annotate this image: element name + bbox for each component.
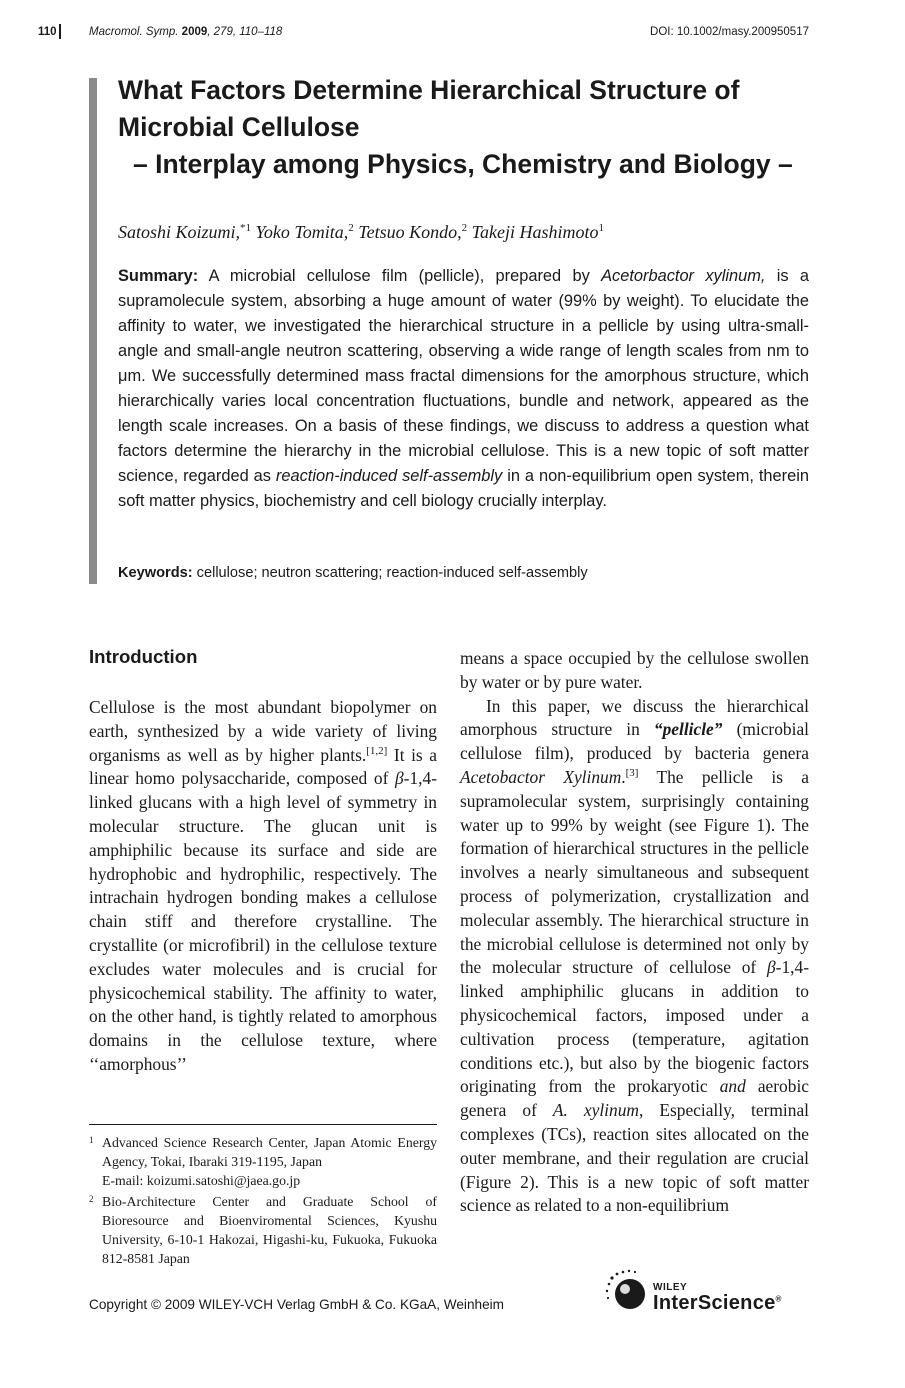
species-name: A. xylinum xyxy=(552,1100,639,1121)
footnote-text xyxy=(102,1133,437,1190)
term-pellicle: “pellicle” xyxy=(653,719,723,740)
body-paragraph xyxy=(460,695,809,1219)
article-title xyxy=(118,72,818,183)
author-name: Yoko Tomita, xyxy=(255,222,349,242)
logo-name xyxy=(653,1292,782,1315)
journal-citation xyxy=(89,26,282,38)
footnote-rule xyxy=(89,1124,437,1125)
footnote-email[interactable]: E-mail: koizumi.satoshi@jaea.go.jp xyxy=(102,1173,301,1188)
text-run: -1,4-linked amphiphilic glucans in addition to physicochemical factors, imposed under a cultivation process (temperature, agitation conditions etc.), but also by the biogenic factors originating from the prokaryotic xyxy=(460,957,809,1097)
abstract-part: is a supramolecule system, absorbing a huge amount of water (99% by weight). To elucidate the affinity to water, we investigated the hierarchical structure in a pellicle by using ultra-small-angle and small-angle neutron scattering, observing a wide range of length scales from nm to μm. We successfully determined mass fractal dimensions for the amorphous structure, which hierarchically varies local concentration fluctuations, bundle and network, appeared as the length scale increases. On a basis of these findings, we discuss to address a question what factors determine the hierarchy in the microbial cellulose. This is a new topic of soft matter science, regarded as xyxy=(118,267,810,485)
journal-name: Macromol. Symp. xyxy=(89,26,179,38)
citation: [3] xyxy=(625,767,639,780)
text-run: It is a linear homo polysaccharide, composed of xyxy=(89,744,437,789)
title-accent-bar xyxy=(89,78,97,584)
body-paragraph: means a space occupied by the cellulose swollen by water or by pure water. xyxy=(460,648,809,692)
logo-publisher: WILEY xyxy=(653,1282,688,1293)
abstract-text xyxy=(118,264,809,514)
logo-registered-mark: ® xyxy=(775,1294,782,1304)
title-line-2: Microbial Cellulose xyxy=(118,112,360,142)
author-affiliation-mark: 1 xyxy=(598,222,604,234)
author-affiliation-mark: 2 xyxy=(348,222,354,234)
text-run: Cellulose is the most abundant biopolymer on earth, synthesized by a wide variety of living organisms as well as by higher plants. xyxy=(89,697,437,765)
title-line-1: What Factors Determine Hierarchical Structure of xyxy=(118,75,740,105)
text-run: (microbial cellulose film), produced by bacteria genera xyxy=(460,719,809,764)
abstract-species: Acetorbactor xylinum, xyxy=(601,267,766,285)
footnote-affiliation: Advanced Science Research Center, Japan Atomic Energy Agency, Tokai, Ibaraki 319-1195, Japan xyxy=(102,1135,437,1169)
journal-volume-pages: , 279, 110–118 xyxy=(207,26,283,38)
greek-symbol: β xyxy=(767,957,776,978)
footnote-affiliation: Bio-Architecture Center and Graduate School of Bioresource and Bioenviromental Sciences, Kyushu University, 6-10-1 Hakozai, Higashi-ku, Fukuoka, Fukuoka 812-8581 Japan xyxy=(102,1194,437,1266)
author-list xyxy=(118,222,604,243)
abstract-part: in a non-equilibrium open system, therein soft matter physics, biochemistry and cell biology crucially interplay. xyxy=(118,467,809,510)
emphasis-and: and xyxy=(719,1076,746,1097)
text-run: The pellicle is a supramolecular system, surprisingly containing water up to 99% by weight (see Figure 1). The formation of hierarchical structures in the pellicle involves a nearly simultaneous and subsequent process of polymerization, crystallization and molecular assembly. The hierarchical structure in the microbial cellulose is determined not only by the molecular structure of cellulose of xyxy=(460,766,809,978)
text-run: . xyxy=(621,766,626,787)
page-number-divider xyxy=(59,24,61,39)
author-name: Takeji Hashimoto xyxy=(471,222,599,242)
author-name: Tetsuo Kondo, xyxy=(358,222,462,242)
abstract xyxy=(118,264,809,514)
interscience-logo xyxy=(603,1268,813,1318)
abstract-label: Summary: xyxy=(118,267,199,285)
doi: DOI: 10.1002/masy.200950517 xyxy=(650,26,809,38)
footnote xyxy=(89,1133,437,1190)
footnote xyxy=(89,1192,437,1268)
keywords-text: cellulose; neutron scattering; reaction-induced self-assembly xyxy=(192,565,588,581)
author-affiliation-mark: *1 xyxy=(240,222,252,234)
keywords xyxy=(118,565,588,581)
journal-year: 2009 xyxy=(181,26,208,38)
title-block xyxy=(118,72,818,183)
text-run: aerobic genera of xyxy=(460,1076,809,1121)
footnotes xyxy=(89,1133,437,1270)
greek-symbol: β xyxy=(395,768,404,789)
running-header xyxy=(0,26,905,44)
footnote-mark: 2 xyxy=(89,1194,94,1204)
left-column xyxy=(89,646,437,1077)
title-line-3: – Interplay among Physics, Chemistry and Biology – xyxy=(133,149,793,179)
author-name: Satoshi Koizumi, xyxy=(118,222,241,242)
logo-wordmark: InterScience xyxy=(653,1292,776,1314)
keywords-label: Keywords: xyxy=(118,565,193,581)
text-run: In this paper, we discuss the hierarchical amorphous structure in xyxy=(460,695,809,740)
interscience-globe-icon xyxy=(603,1268,649,1314)
author-affiliation-mark: 2 xyxy=(461,222,468,234)
right-column xyxy=(460,647,809,1218)
citation: [1,2] xyxy=(366,744,388,757)
body-paragraph xyxy=(89,696,437,1077)
footnote-mark: 1 xyxy=(89,1135,94,1145)
genus-name: Acetobactor Xylinum xyxy=(460,766,622,787)
abstract-part: A microbial cellulose film (pellicle), prepared by xyxy=(198,267,602,285)
text-run: -1,4-linked glucans with a high level of symmetry in molecular structure. The glucan unit is amphiphilic because its surface and side are hydrophobic and hydrophilic, respectively. The intrachain hydrogen bonding makes a cellulose chain stiff and therefore crystalline. The crystallite (or microfibril) in the cellulose texture excludes water molecules and is crucial for physicochemical stability. The affinity to water, on the other hand, is tightly related to amorphous domains in the cellulose texture, where ‘‘amorphous’’ xyxy=(89,768,437,1074)
section-heading: Introduction xyxy=(89,646,198,667)
abstract-emphasis: reaction-induced self-assembly xyxy=(275,467,503,485)
page-number: 110 xyxy=(38,26,57,38)
text-run: , Especially, terminal complexes (TCs), reaction sites allocated on the outer membrane, and their regulation are crucial (Figure 2). This is a new topic of soft matter science as related to a non-equilibrium xyxy=(460,1100,809,1216)
copyright-notice: Copyright © 2009 WILEY-VCH Verlag GmbH & Co. KGaA, Weinheim xyxy=(89,1297,504,1312)
